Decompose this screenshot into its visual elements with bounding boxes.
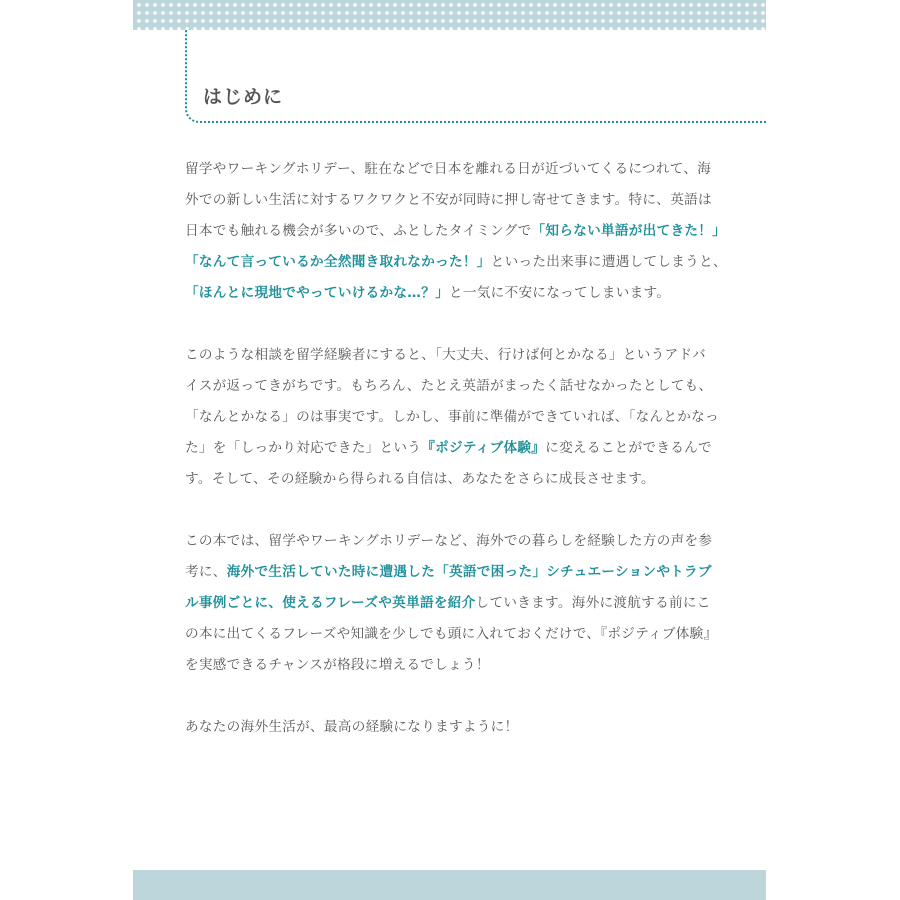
highlight-text: 「ほんとに現地でやっていけるかな…？」	[185, 285, 449, 301]
highlight-text: 『ポジティブ体験』	[421, 440, 546, 456]
top-dotted-band	[133, 0, 766, 30]
text-line: の本に出てくるフレーズや知識を少しでも頭に入れておくだけで、『ポジティブ体験』	[185, 626, 718, 642]
text-line: この本では、留学やワーキングホリデーなど、海外での暮らしを経験した方の声を参	[185, 533, 713, 549]
heading-dotted-frame	[185, 30, 766, 123]
paragraph-2	[185, 340, 717, 495]
highlight-text: 海外で生活していた時に遭遇した「英語で困った」シチュエーションやトラブ	[226, 564, 712, 580]
bottom-band	[133, 870, 766, 900]
paragraph-gap	[185, 495, 717, 526]
paragraph-gap	[185, 681, 717, 712]
paragraph-4	[185, 712, 717, 743]
text-line: あなたの海外生活が、最高の経験になりますように！	[185, 719, 519, 735]
paragraph-1	[185, 154, 727, 309]
text-line: 「ほんとに現地でやっていけるかな…？」と一気に不安になってしまいます。	[185, 285, 671, 301]
text-line: 外での新しい生活に対するワクワクと不安が同時に押し寄せてきます。特に、英語は	[185, 192, 712, 208]
text-line: を実感できるチャンスが格段に増えるでしょう！	[185, 657, 490, 673]
text-line: す。そして、その経験から得られる自信は、あなたをさらに成長させます。	[185, 471, 655, 487]
text-line: ル事例ごとに、使えるフレーズや英単語を紹介していきます。海外に渡航する前にこ	[185, 595, 711, 611]
text-line: このような相談を留学経験者にすると、「大丈夫、行けば何とかなる」というアドバ	[185, 347, 706, 363]
highlight-text: 「知らない単語が出てきた！」	[531, 223, 727, 239]
text-line: イスが返ってきがちです。もちろん、たとえ英語がまったく話せなかったとしても、	[185, 378, 713, 394]
highlight-text: ル事例ごとに、使えるフレーズや英単語を紹介	[185, 595, 476, 611]
text-line: 「なんて言っているか全然聞き取れなかった！」といった出来事に遭遇してしまうと、	[185, 254, 727, 270]
text-line: 考に、海外で生活していた時に遭遇した「英語で困った」シチュエーションやトラブ	[185, 564, 712, 580]
text-line: 日本でも触れる機会が多いので、ふとしたタイミングで「知らない単語が出てきた！」	[185, 223, 727, 239]
body-text	[185, 154, 727, 743]
paragraph-gap	[185, 309, 717, 340]
text-line: 留学やワーキングホリデー、駐在などで日本を離れる日が近づいてくるにつれて、海	[185, 161, 712, 177]
text-line: 「なんとかなる」のは事実です。しかし、事前に準備ができていれば、「なんとかなっ	[185, 409, 719, 425]
paragraph-3	[185, 526, 717, 681]
page-title: はじめに	[203, 86, 284, 108]
book-page	[133, 0, 766, 900]
text-line: た」を「しっかり対応できた」という『ポジティブ体験』に変えることができるんで	[185, 440, 712, 456]
highlight-text: 「なんて言っているか全然聞き取れなかった！」	[185, 254, 491, 270]
